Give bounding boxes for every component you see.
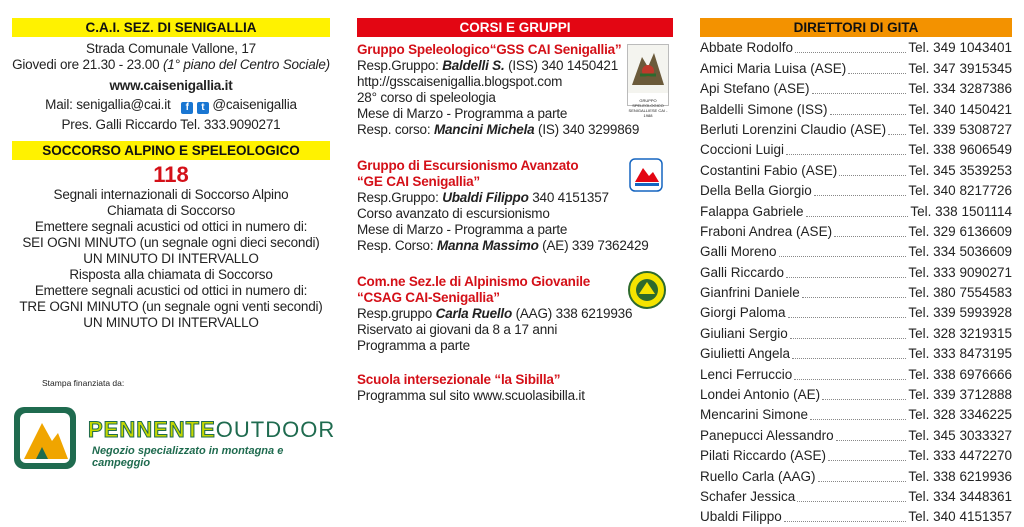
director-phone[interactable]: Tel. 334 3448361 [908,488,1012,504]
csag-program: Programma a parte [357,338,470,353]
director-name: Berluti Lorenzini Claudio (ASE) [700,121,887,137]
dotted-leader [797,501,906,502]
director-name: Fraboni Andrea (ASE) [700,223,833,239]
director-name: Mencarini Simone [700,407,809,423]
dotted-leader [788,317,907,318]
dotted-leader [786,277,906,278]
director-phone[interactable]: Tel. 329 6136609 [908,223,1012,239]
list-item [700,181,1012,201]
dotted-leader [779,256,907,257]
dotted-leader [888,134,906,135]
ge-section [357,158,673,254]
soccorso-line: Emettere segnali acustici od ottici in numero di: [34,283,308,298]
list-item [700,140,1012,160]
sibilla-program[interactable]: Programma sul sito www.scuolasibilla.it [357,388,585,403]
list-item [700,303,1012,323]
facebook-icon[interactable]: f [181,102,193,114]
director-name: Ruello Carla (AAG) [700,468,816,484]
csag-logo-icon [627,270,667,310]
director-name: Giulietti Angela [700,346,791,362]
director-name: Pilati Riccardo (ASE) [700,448,827,464]
dotted-leader [784,521,907,522]
csag-section [357,274,673,354]
cai-mail[interactable]: Mail: senigallia@cai.it [45,97,171,112]
emergency-number: 118 [153,162,189,187]
list-item [700,446,1012,466]
cai-header: C.A.I. SEZ. DI SENIGALLIA [12,18,330,37]
list-item [700,160,1012,180]
twitter-icon[interactable]: t [197,102,209,114]
ge-title: Gruppo di Escursionismo Avanzato [357,158,579,173]
list-item [700,405,1012,425]
ge-resp-course: Resp. Corso: Manna Massimo (AE) 339 7362429 [357,238,649,253]
director-phone[interactable]: Tel. 345 3539253 [908,162,1012,178]
soccorso-line: UN MINUTO DI INTERVALLO [83,315,259,330]
director-name: Ubaldi Filippo [700,509,782,525]
gss-title: Gruppo Speleologico“GSS CAI Senigallia” [357,42,622,57]
director-phone[interactable]: Tel. 339 5993928 [908,305,1012,321]
list-item [700,323,1012,343]
cai-social[interactable]: @caisenigallia [212,97,297,112]
ge-month: Mese di Marzo - Programma a parte [357,222,568,237]
dotted-leader [806,216,909,217]
director-name: Baldelli Simone (ISS) [700,101,828,117]
dotted-leader [786,154,906,155]
direttori-header: DIRETTORI DI GITA [700,18,1012,37]
ge-course: Corso avanzato di escursionismo [357,206,550,221]
dotted-leader [814,195,907,196]
list-item [700,283,1012,303]
funded-note: Stampa finanziata da: [42,378,125,388]
dotted-leader [828,460,906,461]
director-phone[interactable]: Tel. 338 6219936 [908,468,1012,484]
dotted-leader [836,440,907,441]
sibilla-title: Scuola intersezionale “la Sibilla” [357,372,561,387]
soccorso-line: SEI OGNI MINUTO (un segnale ogni dieci secondi) [22,235,320,250]
list-item [700,99,1012,119]
dotted-leader [790,338,907,339]
list-item [700,79,1012,99]
director-phone[interactable]: Tel. 339 5308727 [908,121,1012,137]
director-name: Panepucci Alessandro [700,427,834,443]
director-phone[interactable]: Tel. 333 9090271 [908,264,1012,280]
list-item [700,344,1012,364]
dotted-leader [839,175,906,176]
list-item [700,222,1012,242]
director-phone[interactable]: Tel. 333 8473195 [908,346,1012,362]
soccorso-lines [12,187,330,331]
list-item [700,385,1012,405]
dotted-leader [818,481,907,482]
list-item [700,262,1012,282]
gss-blog[interactable]: http://gsscaisenigallia.blogspot.com [357,74,563,89]
gss-logo [627,44,669,118]
direttori-list [700,38,1012,527]
soccorso-line: Emettere segnali acustici od ottici in numero di: [34,219,308,234]
director-phone[interactable]: Tel. 340 8217726 [908,183,1012,199]
soccorso-header: SOCCORSO ALPINO E SPELEOLOGICO [12,141,330,160]
gss-resp: Resp.Gruppo: Baldelli S. (ISS) 340 1450421 [357,58,619,73]
gss-section [357,42,673,138]
director-phone[interactable]: Tel. 340 4151357 [908,509,1012,525]
dotted-leader [794,379,906,380]
director-phone[interactable]: Tel. 334 5036609 [908,244,1012,260]
director-phone[interactable]: Tel. 328 3219315 [908,325,1012,341]
director-name: Lenci Ferruccio [700,366,793,382]
csag-subtitle: “CSAG CAI-Senigallia” [357,290,500,305]
corsi-header: CORSI E GRUPPI [357,18,673,37]
director-name: Della Bella Giorgio [700,183,812,199]
mountain-logo-icon [12,405,78,471]
sibilla-section [357,372,673,404]
direttori-column [700,0,1012,525]
dotted-leader [795,52,906,53]
cai-contact [12,97,330,114]
corsi-column [357,0,673,482]
director-phone[interactable]: Tel. 347 3915345 [908,60,1012,76]
soccorso-line: Segnali internazionali di Soccorso Alpino [53,187,289,202]
dotted-leader [802,297,907,298]
cai-president: Pres. Galli Riccardo Tel. 333.9090271 [61,117,281,132]
list-item [700,242,1012,262]
dotted-leader [830,114,907,115]
cai-hours: Giovedi ore 21.30 - 23.00 (1° piano del Centro Sociale) [12,57,330,72]
soccorso-line: UN MINUTO DI INTERVALLO [83,251,259,266]
director-phone[interactable]: Tel. 334 3287386 [908,81,1012,97]
director-phone[interactable]: Tel. 380 7554583 [908,285,1012,301]
csag-title: Com.ne Sez.le di Alpinismo Giovanile [357,274,591,289]
director-name: Api Stefano (ASE) [700,81,810,97]
director-name: Schafer Jessica [700,488,796,504]
director-phone[interactable]: Tel. 345 3033327 [908,427,1012,443]
speleology-logo-icon [628,45,668,93]
csag-resp: Resp.gruppo Carla Ruello (AAG) 338 6219936 [357,306,633,321]
gss-month: Mese di Marzo - Programma a parte [357,106,568,121]
cai-address: Strada Comunale Vallone, 17 [86,41,256,56]
ge-logo-icon [629,158,663,192]
director-phone[interactable]: Tel. 338 9606549 [908,142,1012,158]
director-name: Galli Riccardo [700,264,785,280]
director-name: Londei Antonio (AE) [700,387,821,403]
list-item [700,58,1012,78]
sponsor-name: PENNENTEOUTDOOR [88,417,336,442]
list-item [700,487,1012,507]
director-phone[interactable]: Tel. 338 1501114 [910,203,1012,219]
director-name: Falappa Gabriele [700,203,804,219]
director-name: Giuliani Sergio [700,325,788,341]
director-name: Coccioni Luigi [700,142,785,158]
sponsor-logo[interactable] [12,405,342,473]
director-phone[interactable]: Tel. 333 4472270 [908,448,1012,464]
soccorso-line: TRE OGNI MINUTO (un segnale ogni venti secondi) [19,299,323,314]
soccorso-line: Chiamata di Soccorso [106,203,236,218]
dotted-leader [812,93,907,94]
list-item [700,38,1012,58]
gss-logo-text: GRUPPO SPELEOLOGICO SENIGALLIESE CAI - 1988 [628,98,668,118]
list-item [700,201,1012,221]
csag-ages: Riservato ai giovani da 8 a 17 anni [357,322,558,337]
cai-column [12,0,336,482]
gss-course: 28° corso di speleologia [357,90,496,105]
dotted-leader [848,73,906,74]
director-name: Gianfrini Daniele [700,285,800,301]
director-name: Costantini Fabio (ASE) [700,162,838,178]
director-phone[interactable]: Tel. 349 1043401 [908,40,1012,56]
ge-subtitle: “GE CAI Senigallia” [357,174,480,189]
director-name: Abbate Rodolfo [700,40,794,56]
director-phone[interactable]: Tel. 338 6976666 [908,366,1012,382]
list-item [700,466,1012,486]
list-item [700,507,1012,527]
director-name: Amici Maria Luisa (ASE) [700,60,847,76]
dotted-leader [810,419,906,420]
list-item [700,120,1012,140]
director-name: Galli Moreno [700,244,777,260]
director-phone[interactable]: Tel. 339 3712888 [908,387,1012,403]
director-phone[interactable]: Tel. 340 1450421 [908,101,1012,117]
list-item [700,364,1012,384]
director-name: Giorgi Paloma [700,305,786,321]
cai-website[interactable]: www.caisenigallia.it [109,78,233,93]
dotted-leader [792,358,906,359]
sponsor-tagline: Negozio specializzato in montagna e campeggio [92,445,284,469]
gss-resp-course: Resp. corso: Mancini Michela (IS) 340 3299869 [357,122,640,137]
ge-resp: Resp.Gruppo: Ubaldi Filippo 340 4151357 [357,190,609,205]
list-item [700,425,1012,445]
soccorso-line: Risposta alla chiamata di Soccorso [69,267,273,282]
dotted-leader [822,399,906,400]
dotted-leader [834,236,906,237]
director-phone[interactable]: Tel. 328 3346225 [908,407,1012,423]
